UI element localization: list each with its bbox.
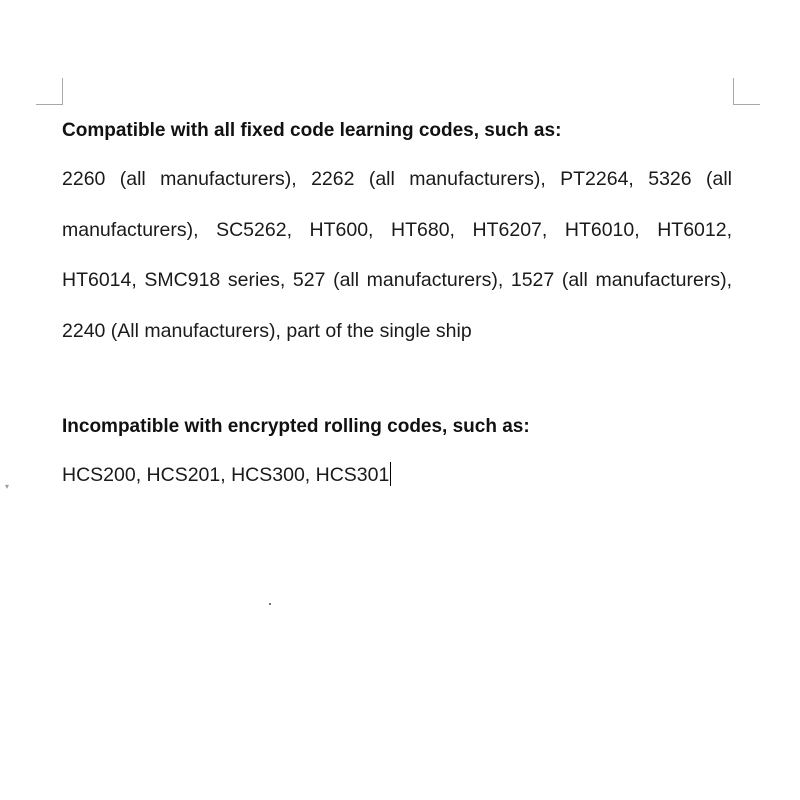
incompatible-heading: Incompatible with encrypted rolling codes, such as:: [62, 416, 530, 437]
incompatible-list: [62, 450, 732, 501]
stray-dot: [269, 603, 271, 605]
compatible-heading: Compatible with all fixed code learning codes, such as:: [62, 120, 562, 141]
paragraph-marker-icon: ▾: [5, 482, 10, 491]
crop-mark-top-left: [36, 78, 63, 105]
crop-mark-top-right: [733, 78, 760, 105]
document-body[interactable]: [62, 116, 732, 501]
incompatible-list-text: HCS200, HCS201, HCS300, HCS301: [62, 464, 390, 486]
text-cursor-icon: [390, 462, 391, 486]
compatible-list: 2260 (all manufacturers), 2262 (all manufacturers), PT2264, 5326 (all manufacturers), SC5262, HT600, HT680, HT6207, HT6010, HT6012, HT6014, SMC918 series, 527 (all manufacturers), 1527 (all manufacturers), 2240 (All manufacturers), part of the single ship: [62, 168, 732, 342]
